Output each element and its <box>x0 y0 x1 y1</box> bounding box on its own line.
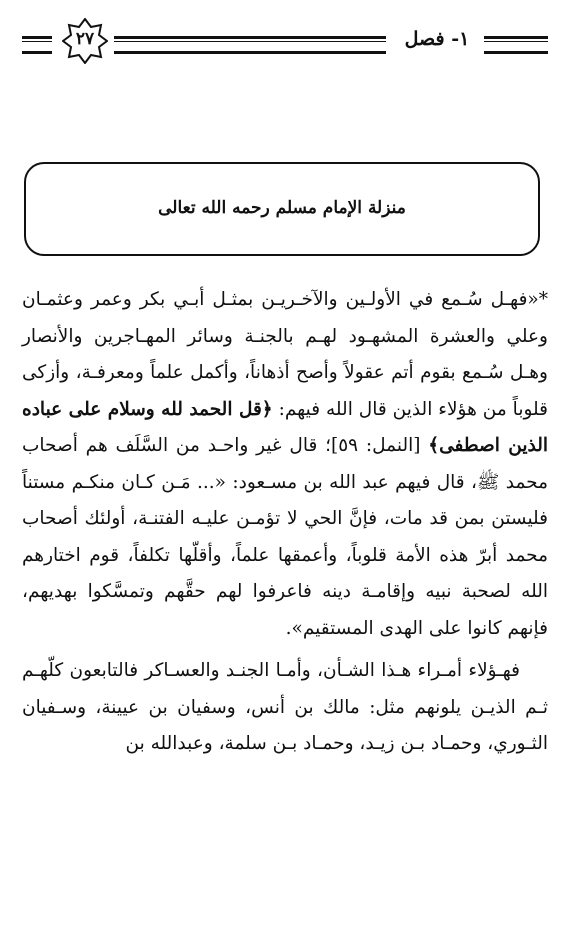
section-heading-box <box>24 162 540 256</box>
paragraph-1-text-a: *«فهـل سُـمع في الأولـين والآخـريـن بمثـل أبـي بكر وعمر وعثمـان وعلي والعشرة المشهـود لهـم بالجنـة وسائر المهـاجرين والأنصار وهـل سُـمع بقوم أتم عقولاً وأصح أذهاناً، وأكمل علماً ومعرفـة، وأزكى قلوباً من هؤلاء الذين قال الله فيهم: <box>22 289 548 420</box>
paragraph-1-text-b: [النمل: ٥٩]؛ قال غير واحـد من السَّلَف هم أصحاب محمد ﷺ، قال فيهم عبد الله بن مسـعود: «... مَـن كـان منكـم مستناً فليستن بمن قد مات، فإنَّ الحي لا تؤمـن عليـه الفتنـة، أولئك أصحاب محمد أبرّ هذه الأمة قلوباً، وأعمقها علماً، وأقلّها تكلفاً، قوم اختارهم الله لصحبة نبيه وإقامـة دينه فاعرفوا لهم حقَّهم وتمسَّكوا بهديهم، فإنهم كانوا على الهدى المستقيم». <box>22 435 548 639</box>
page-number: ٢٧ <box>75 29 95 49</box>
paragraph-2 <box>22 653 548 763</box>
page-number-badge <box>62 18 108 64</box>
body-text <box>22 282 548 763</box>
header-rule-left <box>22 36 52 54</box>
chapter-title: ١- فصل <box>404 28 470 50</box>
quran-quote: ﴿قل الحمد لله وسلام على عباده الذين اصطفى﴾ <box>22 398 548 456</box>
header-rule-right <box>484 36 548 54</box>
paragraph-2-text: فهـؤلاء أمـراء هـذا الشـأن، وأمـا الجنـد والعسـاكر فالتابعون كلّهـم ثـم الذيـن يلونهم مثل: مالك بن أنس، وسفيان بن عيينة، وسـفيان الثـوري، وحمـاد بـن زيـد، وحمـاد بـن سلمة، وعبدالله بن <box>22 660 548 754</box>
page-header <box>22 18 548 68</box>
section-title: منزلة الإمام مسلم رحمه الله تعالى <box>158 198 406 218</box>
paragraph-1 <box>22 282 548 647</box>
header-rule-middle <box>114 36 386 54</box>
